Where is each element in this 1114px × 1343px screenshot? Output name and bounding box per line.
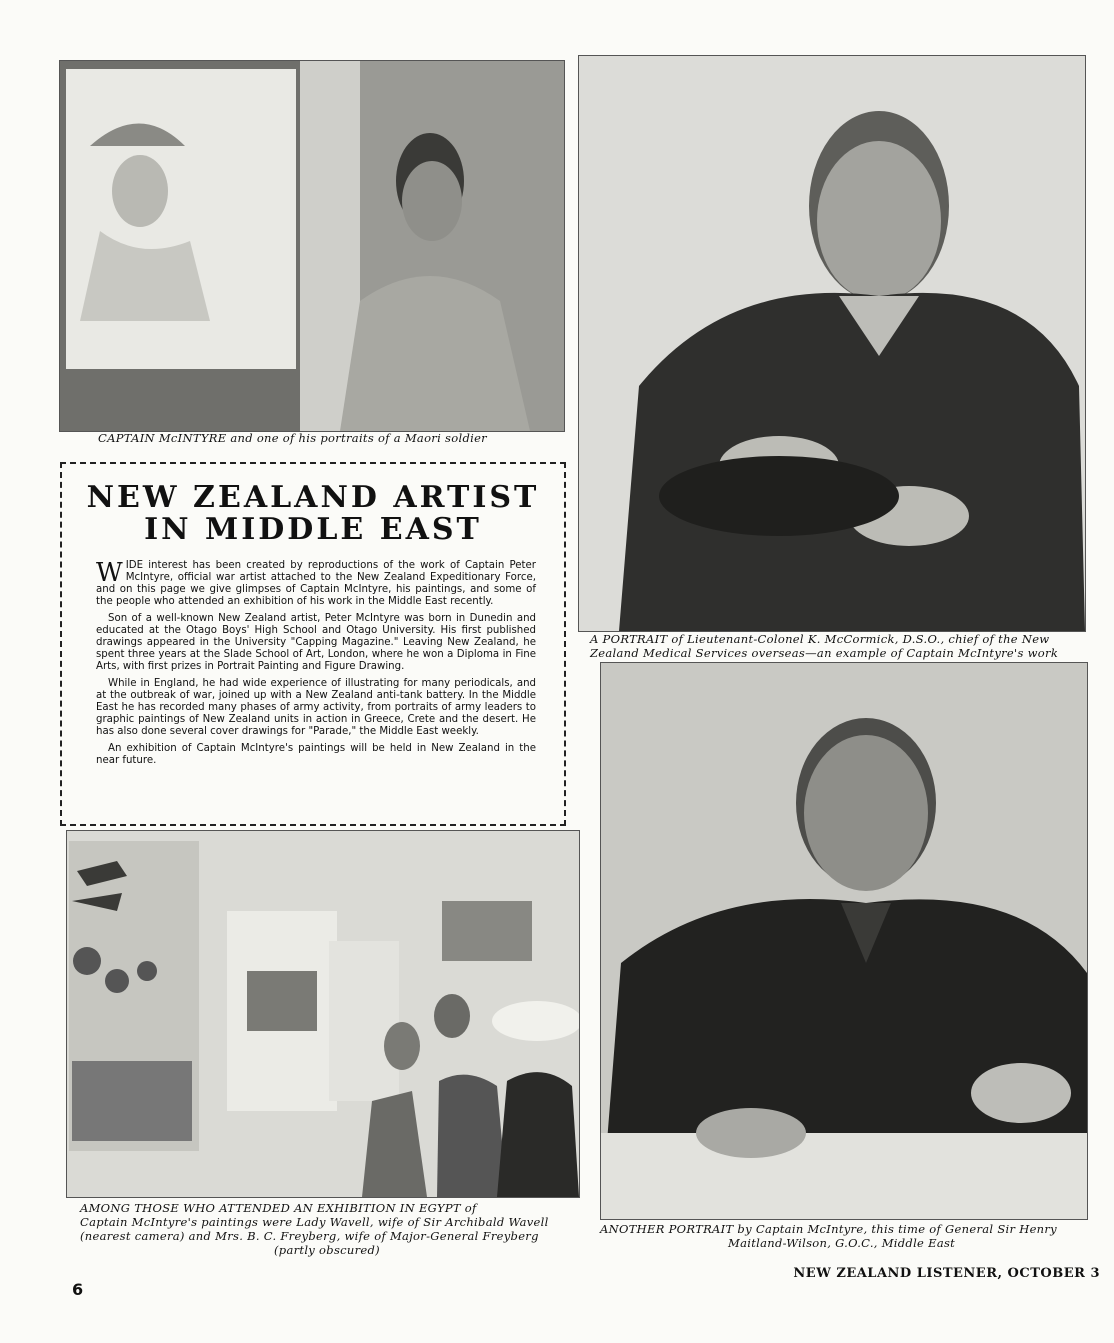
paragraph-3: While in England, he had wide experience of illustrating for many periodicals, and at the outbreak of war, joined up with a New Zealand anti-tank battery. In the Middle East he has recorded many phases of army activity, from portraits of army leaders to graphic paintings of New Zealand units in action in Greece, Crete and the desert. He has also done several cover drawings for "Parade," the Middle East weekly. <box>96 678 536 737</box>
caption-exhibition-4: (partly obscured) <box>274 1243 380 1257</box>
paragraph-2: Son of a well-known New Zealand artist, Peter McIntyre was born in Dunedin and educated at the Otago Boys' High School and Otago University. His first published drawings appeared in the University "Capping Magazine." Leaving New Zealand, he spent three years at the Slade School of Art, London, where he won a Diploma in Fine Arts, with first prizes in Portrait Painting and Figure Drawing. <box>96 613 536 672</box>
article-box <box>60 462 566 826</box>
caption-mccormick-1: A PORTRAIT of Lieutenant-Colonel K. McCormick, D.S.O., chief of the New <box>590 632 1050 646</box>
caption-exhibition-1: AMONG THOSE WHO ATTENDED AN EXHIBITION IN EGYPT of <box>80 1201 477 1215</box>
paragraph-4: An exhibition of Captain McIntyre's paintings will be held in New Zealand in the near future. <box>96 743 536 766</box>
publication-footer: NEW ZEALAND LISTENER, OCTOBER 3 <box>793 1266 1100 1281</box>
headline-line2: IN MIDDLE EAST <box>144 512 482 547</box>
headline <box>72 482 554 546</box>
caption-exhibition-2: Captain McIntyre's paintings were Lady Wavell, wife of Sir Archibald Wavell <box>80 1215 549 1229</box>
photo-exhibition <box>66 830 580 1198</box>
article-body <box>96 560 536 767</box>
caption-mcintyre: CAPTAIN McINTYRE and one of his portraits of a Maori soldier <box>98 431 487 445</box>
caption-exhibition-3: (nearest camera) and Mrs. B. C. Freyberg, wife of Major-General Freyberg <box>80 1229 539 1243</box>
dropcap: W <box>96 558 123 588</box>
paragraph-1-text: IDE interest has been created by reproductions of the work of Captain Peter McIntyre, official war artist attached to the New Zealand Expeditionary Force, and on this page we give glimpses of Captain McIntyre, his paintings, and some of the people who attended an exhibition of his work in the Middle East recently. <box>96 560 536 607</box>
caption-maitland-2: Maitland-Wilson, G.O.C., Middle East <box>728 1236 956 1250</box>
photo-maitland-wilson <box>600 662 1088 1220</box>
caption-mccormick-2: Zealand Medical Services overseas—an example of Captain McIntyre's work <box>590 646 1059 660</box>
photo-mccormick <box>578 55 1086 632</box>
paragraph-1 <box>96 560 536 608</box>
headline-line1: NEW ZEALAND ARTIST <box>86 480 540 515</box>
caption-maitland-1: ANOTHER PORTRAIT by Captain McIntyre, this time of General Sir Henry <box>600 1222 1057 1236</box>
page-number: 6 <box>72 1280 84 1299</box>
photo-mcintyre <box>59 60 565 432</box>
